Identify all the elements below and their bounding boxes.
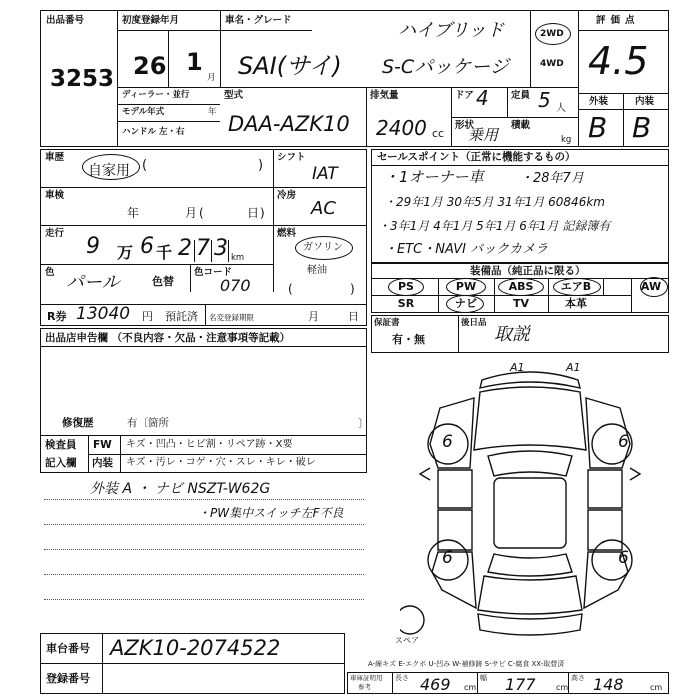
equip-abs: ABS: [508, 280, 534, 293]
interior-items: キズ・汚レ・コゲ・穴・スレ・キレ・破レ: [126, 457, 316, 468]
drive-4wd: 4WD: [540, 59, 564, 69]
repair-label: 修復歴: [62, 417, 94, 429]
repair-value: 有〔箇所: [127, 417, 169, 429]
car-damage-diagram: [400, 358, 660, 648]
capacity-label: 定員: [511, 90, 531, 101]
ticket-unit: 円: [142, 310, 153, 323]
height-label: 高さ: [571, 674, 585, 682]
shift-value: IAT: [312, 164, 338, 184]
equip-leather: 本革: [565, 297, 587, 310]
mileage-man: 9: [86, 234, 100, 259]
warranty-label: 保証書: [374, 318, 400, 328]
color-label: 色: [45, 267, 55, 278]
km-unit: km: [231, 253, 245, 263]
man-unit: 万: [117, 243, 134, 262]
doors-value: 4: [476, 86, 489, 110]
interior-grade: B: [632, 111, 652, 144]
fw-label: FW: [93, 439, 112, 451]
legend: A-線キズ E-エクボ U-凹み W-補修跡 S-サビ C-腐食 XX-取替済: [368, 660, 565, 668]
displacement-label: 排気量: [370, 90, 399, 101]
shape-value: 乗用: [468, 126, 499, 144]
notes-line1: 外装 A ・ ナビ NSZT-W62G: [90, 481, 271, 497]
inspection-year-unit: 年: [127, 206, 140, 220]
name-change-label: 名変登録期限: [209, 313, 254, 322]
equip-pw-circle: [446, 278, 486, 296]
height-value: 148: [593, 675, 624, 694]
score-label: 評価点: [596, 15, 640, 26]
width-value: 177: [505, 675, 536, 694]
chassis-value: AZK10-2074522: [110, 636, 281, 660]
history-label: 車歴: [45, 152, 65, 163]
kg-unit: kg: [561, 135, 572, 145]
mileage-sen: 6: [140, 234, 154, 259]
damage-mark-front-left: A1: [510, 361, 525, 374]
equipment-label: 装備品（純正品に限る）: [470, 265, 586, 277]
ticket-label: R券: [47, 310, 67, 323]
grade-line2: S-Cパッケージ: [382, 56, 509, 78]
wheel-mark-rear-right: 6: [618, 548, 629, 568]
car-name: SAI(サイ): [238, 52, 342, 80]
width-unit: cm: [556, 683, 569, 692]
lot-label: 出品番号: [46, 15, 85, 26]
sales-line1b: ・28年7月: [520, 171, 584, 186]
load-label: 積載: [511, 120, 531, 131]
name-change-day: 日: [348, 310, 359, 323]
name-change-month: 月: [308, 310, 319, 323]
score-value: 4.5: [588, 39, 649, 83]
ac-value: AC: [311, 198, 336, 219]
model-grade-label: 車名・グレード: [225, 15, 292, 26]
inspection-day-unit: 日: [247, 206, 260, 220]
wheel-mark-front-left: 6: [442, 432, 453, 452]
notes-line2: ・PW集中スイッチ左F不良: [198, 506, 344, 520]
equip-sr: SR: [397, 297, 415, 310]
type-label: 型式: [224, 90, 244, 101]
equip-airbag-circle: [553, 278, 601, 296]
equip-pw: PW: [455, 280, 477, 293]
mileage-label: 走行: [45, 228, 65, 239]
exterior-label: 外装: [589, 96, 609, 107]
capacity-unit: 人: [556, 103, 566, 114]
manual-label: 後日品: [461, 318, 487, 328]
height-unit: cm: [650, 683, 663, 692]
inspection-month-unit: 月: [185, 206, 198, 220]
sales-line2: ・29年1月 30年5月 31年1月 60846km: [384, 195, 605, 209]
spare-label: スペア: [395, 636, 419, 645]
warranty-yes-no: 有・無: [392, 333, 425, 346]
entry-interior-label: 内装: [92, 457, 113, 469]
sales-label: セールスポイント（正常に機能するもの）: [377, 151, 576, 163]
dealer-label: ディーラー・並行: [122, 90, 190, 100]
wheel-mark-front-right: 6: [618, 432, 629, 452]
equip-navi: ナビ: [455, 297, 477, 310]
shift-label: シフト: [277, 152, 306, 163]
fuel-label: 燃料: [277, 228, 297, 239]
width-label: 幅: [480, 674, 487, 682]
chassis-label: 車台番号: [46, 642, 90, 655]
model-year-unit: 年: [208, 107, 217, 117]
inspection-label: 車検: [45, 190, 65, 201]
lot-number: 3253: [50, 66, 115, 92]
equip-ps-circle: [388, 278, 424, 296]
fuel-diesel: 軽油: [307, 265, 327, 276]
dims-label2: 参考: [358, 683, 371, 691]
entry-label: 記入欄: [45, 457, 77, 469]
history-value: 自家用: [88, 163, 130, 179]
equip-airbag: エアB: [560, 280, 592, 293]
handle-label: ハンドル 左・右: [122, 127, 185, 137]
grade-line1: ハイブリッド: [398, 20, 505, 41]
sales-line4: ・ETC・NAVI バックカメラ: [384, 242, 549, 257]
ticket-value: 13040: [76, 304, 131, 324]
drive-2wd: 2WD: [540, 29, 564, 39]
declaration-section: [40, 328, 367, 473]
shape-label: 形状: [455, 120, 475, 131]
first-reg-month-unit: 月: [207, 73, 216, 83]
fuel-gasoline: ガソリン: [303, 242, 343, 253]
first-reg-label: 初度登録年月: [122, 15, 180, 26]
deposit-label: 預託済: [165, 310, 198, 323]
length-value: 469: [420, 675, 451, 694]
color-code-value: 070: [220, 276, 251, 295]
equip-navi-circle: [446, 295, 484, 313]
sales-line3: ・3年1月 4年1月 5年1月 6年1月 記録簿有: [378, 219, 611, 233]
length-label: 長さ: [395, 674, 409, 682]
inspector-label: 検査員: [45, 439, 77, 451]
interior-label: 内装: [635, 96, 655, 107]
equip-aw: AW: [640, 280, 662, 293]
capacity-value: 5: [538, 88, 551, 112]
first-reg-month: 1: [186, 48, 203, 76]
report-label: 出品店申告欄 （不良内容・欠品・注意事項等記載）: [45, 332, 291, 344]
equip-ps: PS: [398, 280, 414, 293]
equip-tv: TV: [512, 297, 530, 310]
displacement-value: 2400: [376, 116, 427, 140]
color-code-label: 色コード: [194, 267, 233, 278]
length-unit: cm: [464, 683, 477, 692]
type-value: DAA-AZK10: [228, 112, 350, 136]
cc-unit: cc: [432, 127, 445, 140]
equip-aw-circle: [640, 277, 668, 297]
sen-unit: 千: [156, 243, 173, 262]
wheel-mark-rear-left: 6: [442, 548, 453, 568]
damage-mark-front-right: A1: [566, 361, 581, 374]
equip-abs-circle: [498, 278, 544, 296]
dims-label1: 車庫証明用: [350, 674, 383, 682]
manual-value: 取説: [494, 324, 530, 345]
ac-label: 冷房: [277, 190, 297, 201]
reg-label: 登録番号: [46, 672, 90, 685]
first-reg-year: 26: [133, 52, 167, 80]
color-value: パール: [66, 272, 120, 293]
model-year-label: モデル年式: [122, 107, 165, 117]
doors-label: ドア: [455, 90, 474, 101]
fw-items: キズ・凹凸・ヒビ割・リペア跡・X要: [126, 439, 293, 450]
exterior-grade: B: [588, 111, 608, 144]
color-change-label: 色替: [152, 275, 174, 288]
mileage-rest: 273: [178, 236, 232, 261]
sales-line1a: ・1オーナー車: [384, 168, 484, 186]
